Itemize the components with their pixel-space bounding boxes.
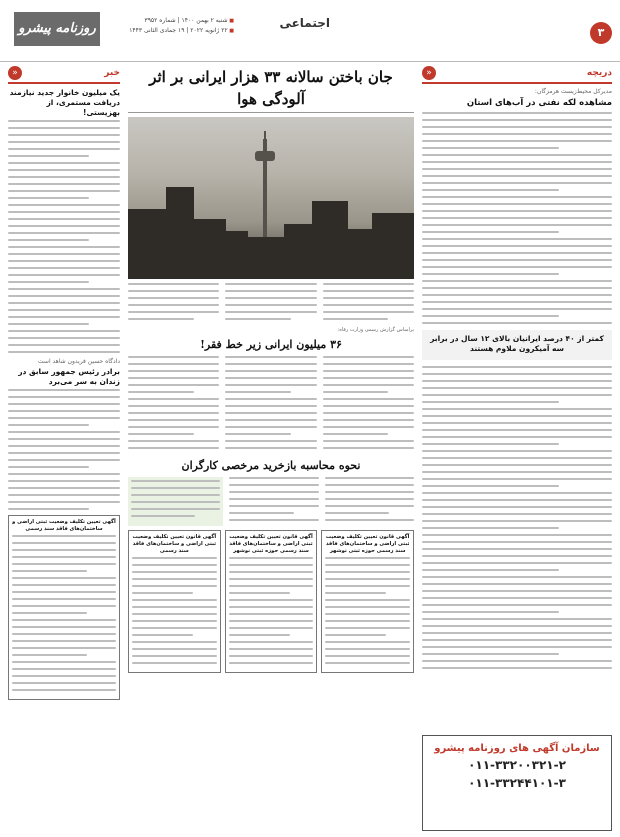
- article-body: [422, 112, 612, 324]
- article-body: [8, 389, 120, 510]
- date-line: ■ ۲۲ ژانویه ۲۰۲۲ | ۱۹ جمادی الثانی ۱۴۴۳: [104, 26, 234, 36]
- legal-notice: آگهی قانون تعیین تکلیف وضعیت ثبتی اراضی و ساختمان‌های فاقد سند رسمی حوزه ثبتی نوشهر: [225, 530, 318, 673]
- main-headline: جان باختن سالانه ۳۳ هزار ایرانی بر اثر آلودگی هوا: [128, 66, 414, 113]
- article-kicker: براساس گزارش رسمی وزارت رفاه:: [337, 327, 414, 333]
- leave-payment-headline: نحوه محاسبه بازخرید مرخصی کارگران: [181, 459, 361, 472]
- left-kicker-2: دادگاه حسین فریدون شاهد است: [38, 358, 120, 365]
- mid-headline: کمتر از ۴۰ درصد ایرانیان بالای ۱۲ سال در برابر سه آمیکرون ملاوم هستند: [430, 334, 604, 353]
- article-body: [422, 366, 612, 669]
- mid-headline-box: [422, 330, 612, 360]
- left-notice: [8, 515, 120, 700]
- ad-box: [422, 735, 612, 831]
- page-header: [0, 0, 620, 62]
- notice-title: آگهی تعیین تکلیف وضعیت ثبتی اراضی و ساختمان‌های فاقد سند رسمی: [12, 519, 116, 532]
- right-box-label: دریچه: [586, 68, 612, 78]
- chevron-left-icon: «: [8, 66, 22, 80]
- masthead: [14, 12, 228, 50]
- chevron-left-icon: «: [422, 66, 436, 80]
- ad-title: سازمان آگهی های روزنامه پیشرو: [434, 743, 600, 754]
- masthead-date: [104, 16, 234, 36]
- legal-notice: آگهی قانون تعیین تکلیف وضعیت ثبتی اراضی و ساختمان‌های فاقد سند رسمی: [128, 530, 221, 673]
- leave-body-columns: [128, 477, 414, 526]
- left-box-label: خبر: [104, 68, 120, 78]
- left-headline-2: برادر رئیس جمهور سابق در زندان به سر می‌برد: [18, 367, 120, 386]
- notice-body: [12, 535, 116, 691]
- section-title: اجتماعی: [279, 16, 330, 30]
- city-pollution-photo: [128, 117, 414, 279]
- ad-phone: ۰۱۱-۳۳۲۴۴۱۰۱-۳: [468, 776, 566, 790]
- right-box-header: [422, 66, 612, 84]
- legal-notices: [128, 530, 414, 673]
- left-headline-1: یک میلیون خانوار جدید نیازمند دریافت مستمری، از بهزیستی!: [9, 88, 120, 117]
- left-column: [8, 66, 120, 831]
- date-line: ■ شنبه ۲ بهمن ۱۴۰۰ | شماره ۳۹۵۲: [104, 16, 234, 26]
- page-number-badge: ۳: [590, 22, 612, 44]
- left-box-header: [8, 66, 120, 84]
- poverty-headline: ۳۶ میلیون ایرانی زیر خط فقر!: [200, 338, 342, 351]
- right-column: [422, 66, 612, 831]
- right-kicker: مدیرکل محیط‌زیست هرمزگان:: [534, 88, 612, 95]
- right-headline: مشاهده لکه نفتی در آب‌های استان: [466, 98, 612, 108]
- main-column: [128, 66, 414, 831]
- newspaper-logo: روزنامه پیشرو: [14, 12, 100, 46]
- highlight-box: [128, 477, 223, 526]
- main-body-columns: [128, 283, 414, 325]
- poverty-body-columns: [128, 356, 414, 454]
- ad-phone: ۰۱۱-۳۳۲۰۰۳۲۱-۲: [468, 758, 566, 772]
- legal-notice: آگهی قانون تعیین تکلیف وضعیت ثبتی اراضی و ساختمان‌های فاقد سند رسمی حوزه ثبتی نوشهر: [321, 530, 414, 673]
- article-body: [8, 120, 120, 353]
